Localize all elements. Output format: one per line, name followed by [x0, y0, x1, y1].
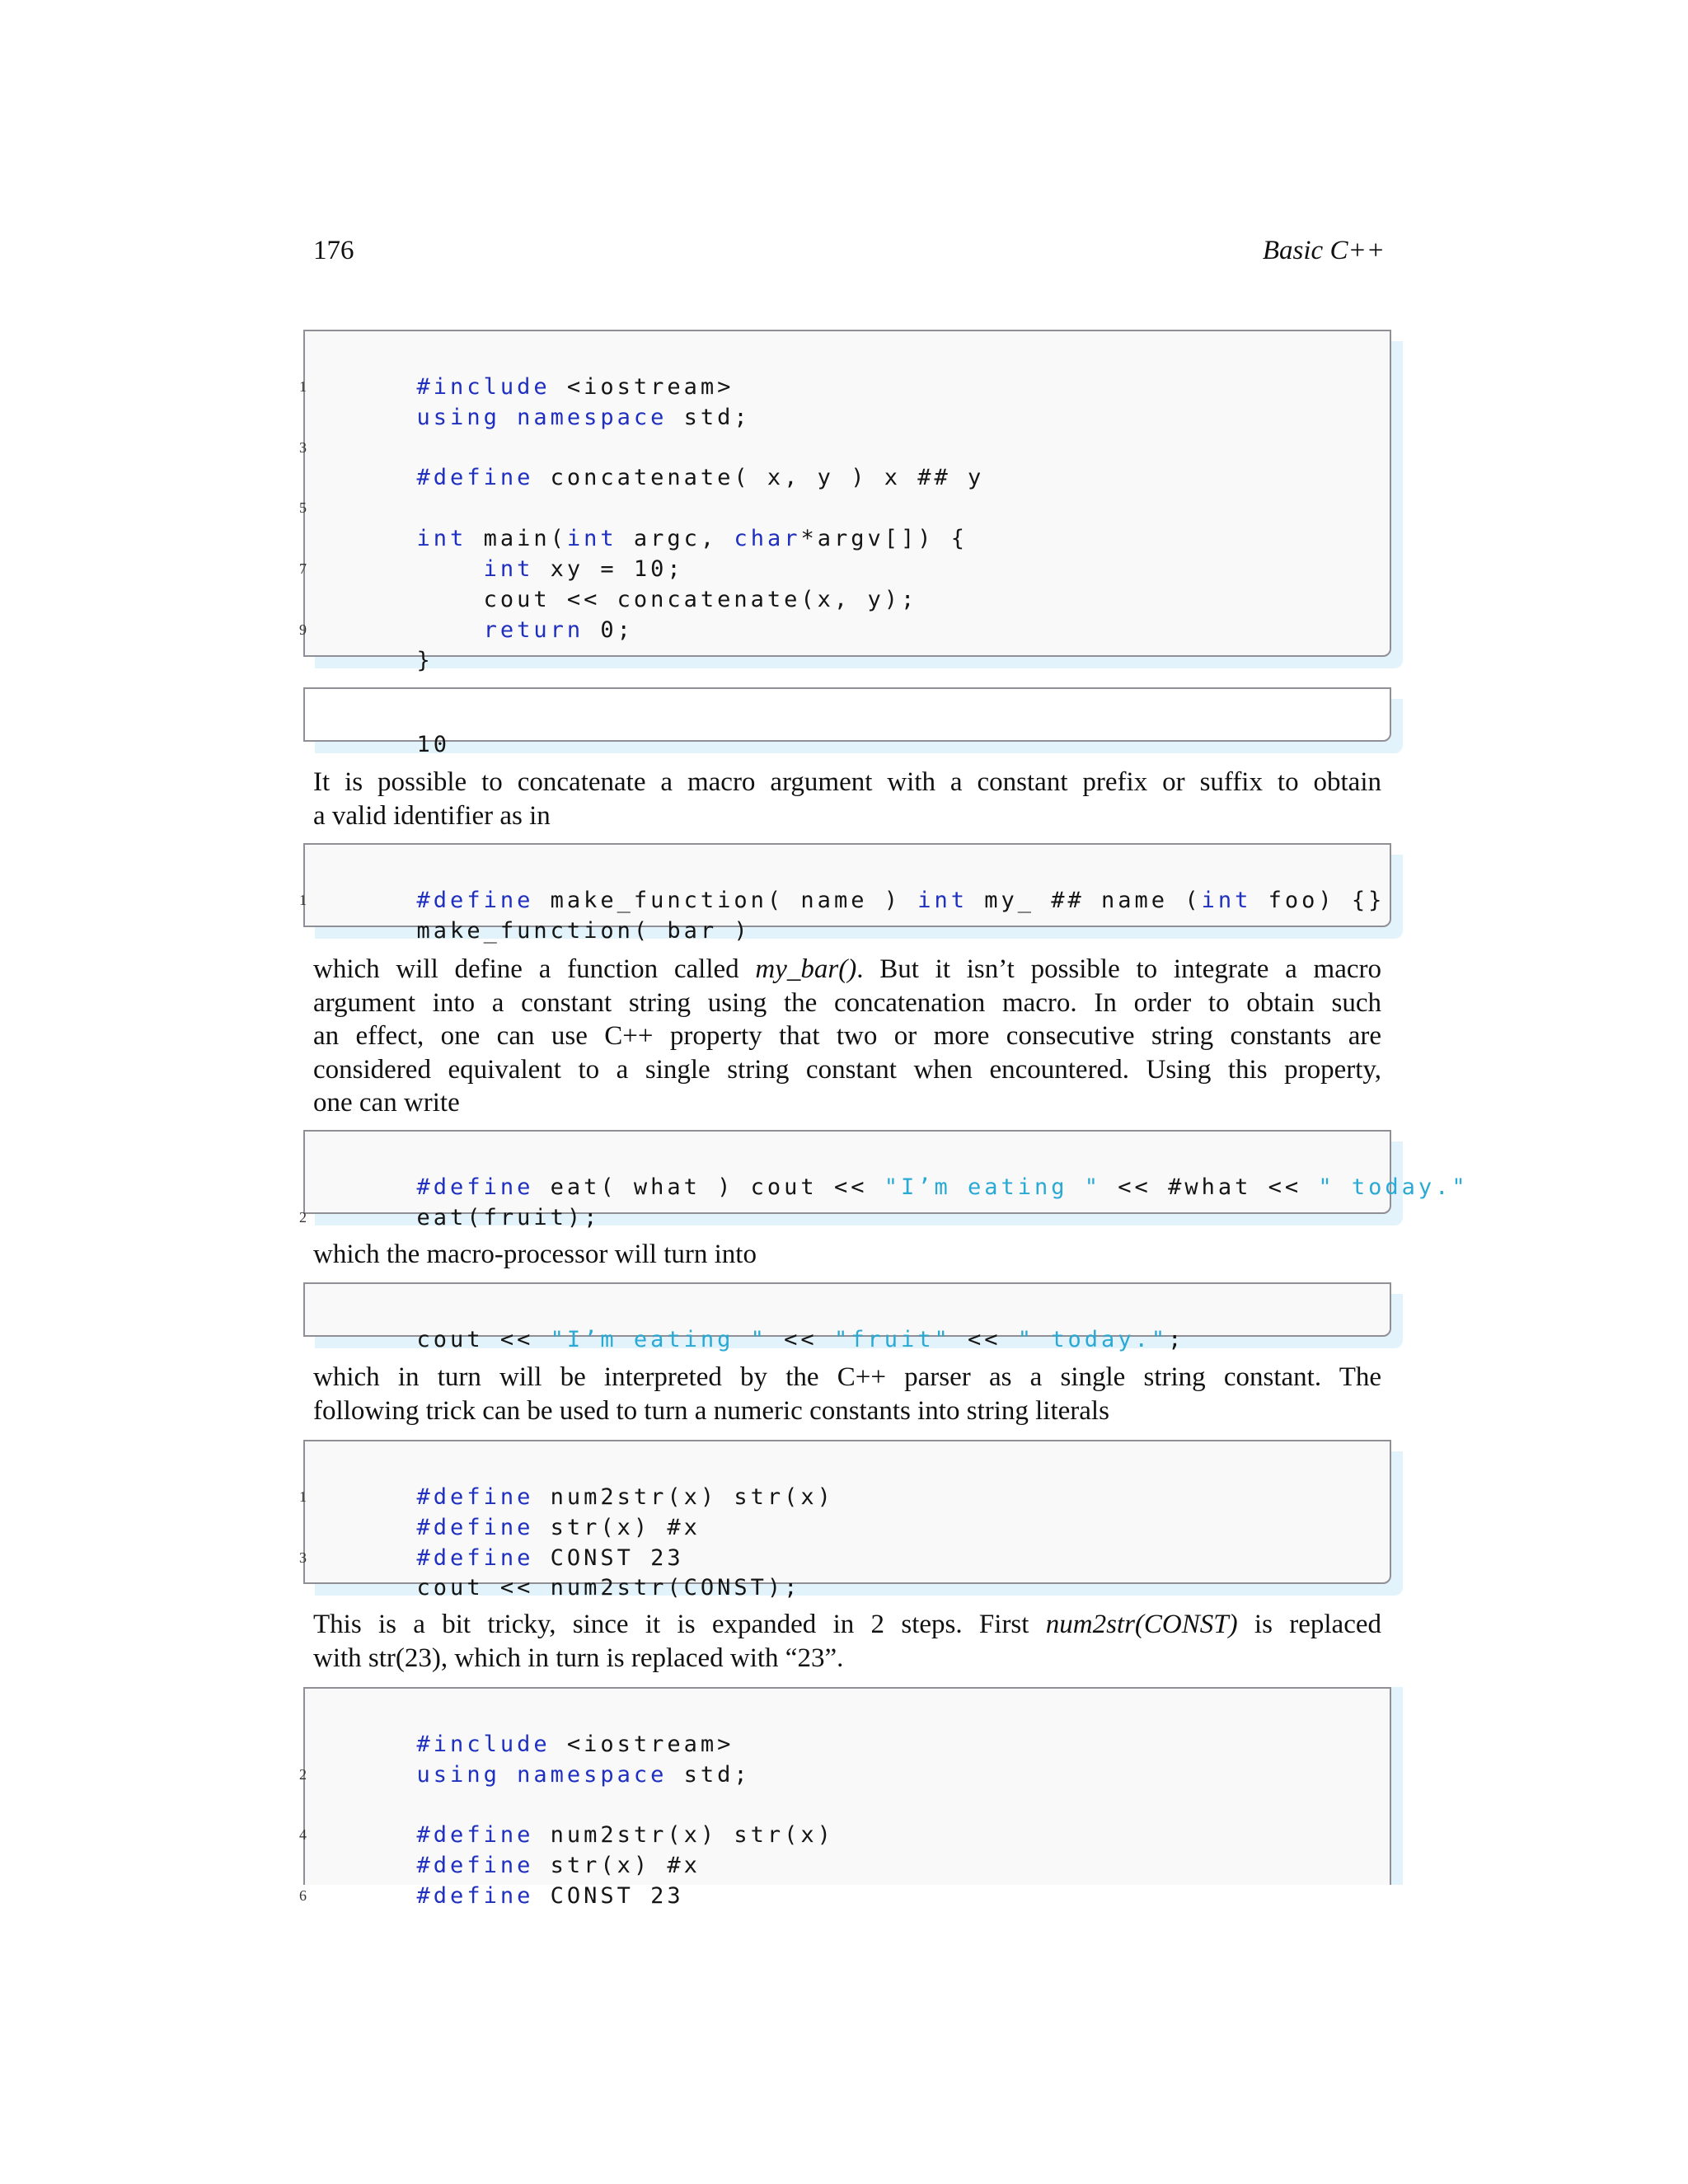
- code-line: #define eat( what ) cout << "I’m eating " << #what << " today.": [416, 1174, 1469, 1200]
- line-number: 3: [299, 1549, 307, 1566]
- code-line: [299, 462, 417, 516]
- code-listing-num2str: [299, 1440, 1391, 1601]
- line-number: 3: [299, 439, 307, 456]
- code-line: #define str(x) #x: [416, 1515, 701, 1540]
- line-number: 2: [299, 1766, 307, 1783]
- line-number: 9: [299, 621, 307, 638]
- code-listing-make-function: [299, 843, 1391, 944]
- code-line: 6 #define CONST 23: [316, 1850, 684, 1881]
- body-paragraph: This is a bit tricky, since it is expanded in 2 steps. First num2str(CONST) is replaced with str(23), which in turn is replaced with “23”.: [313, 1610, 1381, 1673]
- code-line: 1 #include <iostream>: [316, 341, 734, 372]
- page-number: 176: [313, 236, 354, 265]
- line-number: 7: [299, 560, 307, 577]
- body-paragraph: which the macro-processor will turn into: [313, 1240, 757, 1269]
- code-line: #define concatenate( x, y ) x ## y: [416, 465, 985, 490]
- line-number: 4: [299, 1826, 307, 1843]
- code-line: cout << "I’m eating " << "fruit" << " today.";: [416, 1327, 1185, 1352]
- body-paragraph: It is possible to concatenate a macro argument with a constant prefix or suffix to obtain a valid identifier as in: [313, 767, 1381, 831]
- line-number: 2: [299, 1209, 307, 1226]
- line-number: 1: [299, 1488, 307, 1505]
- line-number: 6: [299, 1887, 307, 1904]
- code-line: int main(int argc, char*argv[]) {: [416, 526, 968, 551]
- line-number: 1: [299, 378, 307, 395]
- code-line: 10: [416, 732, 451, 757]
- code-line: #define str(x) #x: [416, 1853, 701, 1878]
- code-line: cout << concatenate(x, y);: [416, 587, 918, 612]
- body-paragraph: which will define a function called my_bar(). But it isn’t possible to integrate a macro argument into a constant string using the concatenation macro. In order to obtain such an effect, one can use C++ property that two or more consecutive string constants are considered equivalent to a single string constant when encountered. Using this property, one can write: [313, 954, 1381, 1118]
- code-listing-expanded: [303, 1282, 1391, 1352]
- code-line: cout << num2str(CONST);: [416, 1575, 801, 1601]
- code-line: 3 #define CONST 23: [316, 1512, 684, 1543]
- code-line: 2 eat(fruit);: [316, 1172, 600, 1202]
- chapter-title: Basic C++: [1262, 236, 1385, 265]
- code-listing-eat-macro: [299, 1130, 1469, 1230]
- program-output: [303, 687, 1391, 757]
- code-line: [299, 402, 417, 456]
- code-line: make_function( bar ): [416, 918, 751, 944]
- code-listing-concatenate: [299, 330, 1391, 673]
- code-line: 9 return 0;: [316, 584, 634, 615]
- code-line: 4 #define num2str(x) str(x): [316, 1789, 834, 1820]
- code-line: #include <iostream>: [416, 1732, 734, 1757]
- line-number: 1: [299, 892, 307, 908]
- code-listing-num2str-program: [299, 1687, 1391, 1909]
- code-line: 7 int xy = 10;: [316, 523, 684, 554]
- line-number: 5: [299, 499, 307, 516]
- code-line: }: [416, 648, 434, 673]
- code-line: 1 #define num2str(x) str(x): [316, 1451, 834, 1482]
- code-line: using namespace std;: [416, 405, 751, 430]
- code-line: 1 #define make_function( name ) int my_ ## name (int foo) {}: [316, 855, 1385, 885]
- code-line: 2 using namespace std;: [316, 1729, 751, 1760]
- body-paragraph: which in turn will be interpreted by the C++ parser as a single string constant. The following trick can be used to turn a numeric constants into string literals: [313, 1362, 1381, 1426]
